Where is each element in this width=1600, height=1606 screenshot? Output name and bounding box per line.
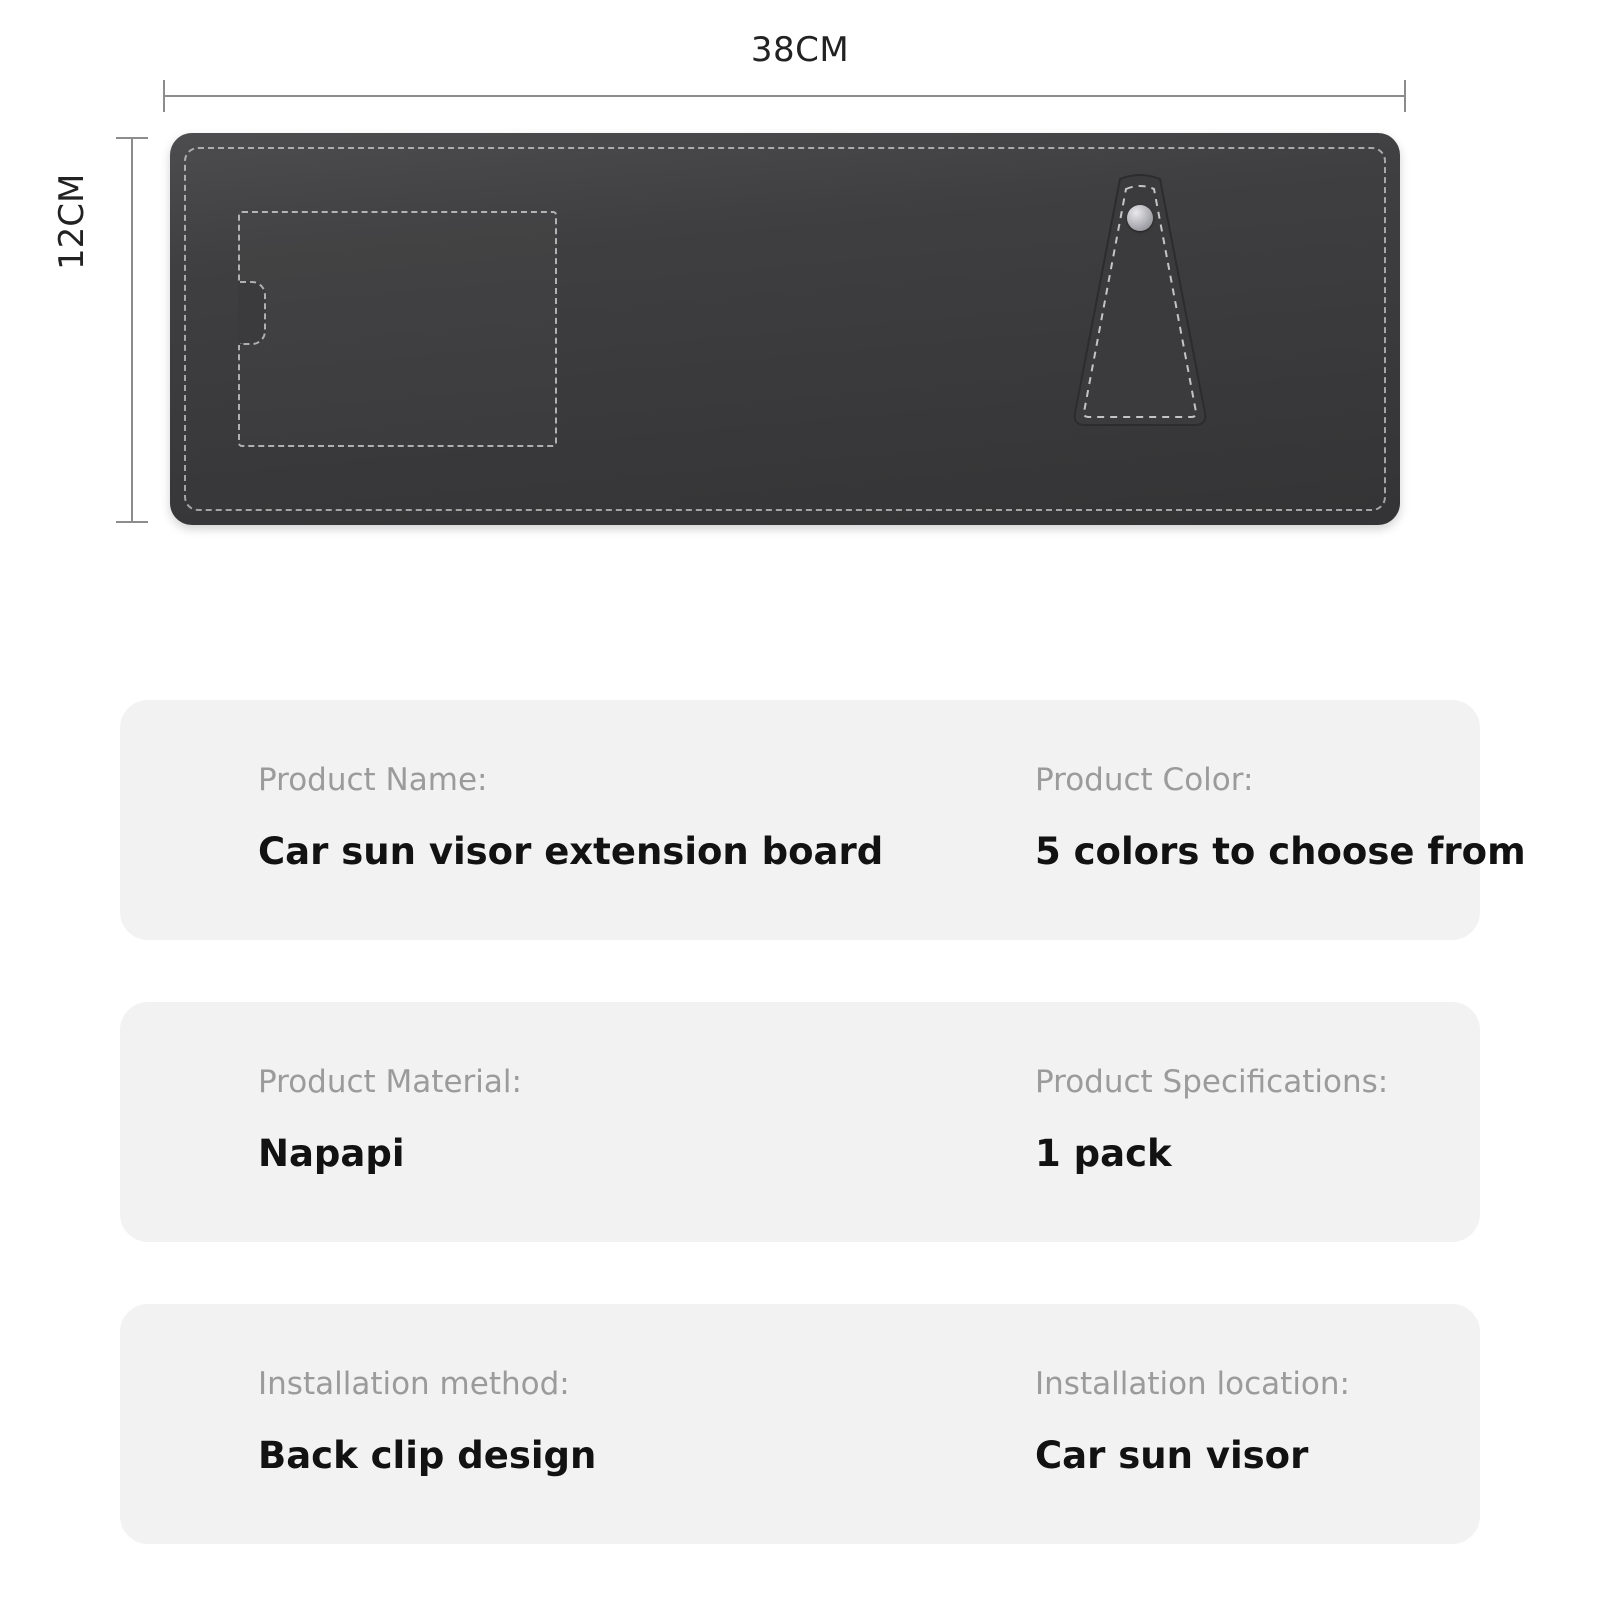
spec-field-product-material — [258, 1064, 522, 1175]
product-spec-list — [0, 700, 1600, 1606]
strap-rivet-icon — [1127, 205, 1153, 231]
spec-value: 5 colors to choose from — [1035, 830, 1526, 873]
spec-field-installation-location — [1035, 1366, 1350, 1477]
spec-label: Installation location: — [1035, 1366, 1350, 1402]
spec-card — [120, 1002, 1480, 1242]
spec-value: Car sun visor — [1035, 1434, 1309, 1477]
width-dimension-line — [163, 95, 1406, 97]
height-dimension-bottom-cap — [116, 521, 148, 523]
spec-label: Product Color: — [1035, 762, 1254, 798]
spec-label: Product Specifications: — [1035, 1064, 1389, 1100]
spec-field-product-color — [1035, 762, 1526, 873]
visor-board-image — [170, 133, 1400, 525]
spec-field-installation-method — [258, 1366, 596, 1477]
spec-value: Back clip design — [258, 1434, 597, 1477]
card-pocket-notch — [238, 281, 266, 345]
product-dimension-figure — [0, 0, 1600, 600]
width-dimension-label: 38CM — [750, 30, 850, 70]
height-dimension-line — [131, 137, 133, 522]
spec-label: Installation method: — [258, 1366, 570, 1402]
spec-value: Napapi — [258, 1132, 405, 1175]
card-pocket — [238, 211, 557, 447]
spec-card — [120, 1304, 1480, 1544]
spec-field-product-name — [258, 762, 883, 873]
spec-card — [120, 700, 1526, 940]
spec-value: Car sun visor extension board — [258, 830, 884, 873]
width-dimension-right-cap — [1404, 80, 1406, 112]
clip-strap — [1065, 173, 1215, 443]
spec-field-product-specifications — [1035, 1064, 1388, 1175]
spec-value: 1 pack — [1035, 1132, 1172, 1175]
spec-label: Product Material: — [258, 1064, 522, 1100]
spec-label: Product Name: — [258, 762, 488, 798]
height-dimension-label: 12CM — [52, 173, 92, 270]
